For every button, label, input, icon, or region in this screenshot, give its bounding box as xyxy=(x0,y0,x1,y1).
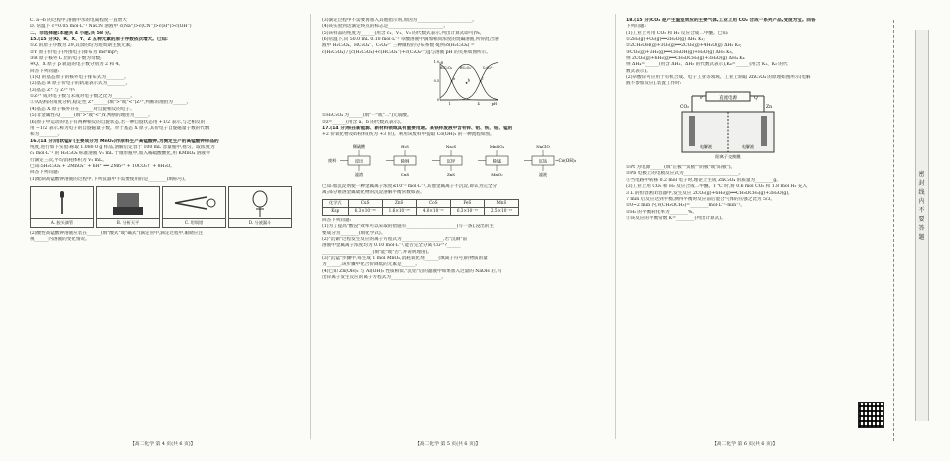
text-line: 纯度,进行如下实验:称取 1.080 0 g 样品,溶解后定容于 100 mL 容量瓶中,摇匀。取浓度为 xyxy=(30,144,215,150)
membrane-label: 阳离子交换膜 xyxy=(715,153,741,159)
text-line: (3)基态 Z⁺ 与 Z²⁺ 中: xyxy=(30,87,76,93)
text-line: (1)工业上可用 CO₂ 和 H₂ 反应合成二甲醚。已知: xyxy=(626,30,729,36)
text-line: ③R 原子核外 L 层的电子数为奇数; xyxy=(30,56,102,62)
cut-line xyxy=(893,20,894,441)
series-label: HC₂O₄⁻ xyxy=(459,66,473,71)
right-solution-label: 电解液 xyxy=(742,143,754,149)
column-divider xyxy=(310,14,311,439)
text-line: (3)"沉锰"步骤中,每生成 1 mol MnO₂,消耗氧化剂______(填离子符号)的物质的量 xyxy=(322,255,488,261)
process-flowchart xyxy=(326,141,608,182)
text-line: (1)为了提高"酸浸"效率可以采取的措施有______________________(写一条),浸出的主 xyxy=(322,224,494,230)
text-line: 17.(14 分)铁在新能源、新材料领域具有重要用途。某铁样废液中含有锌、铝、铁、钴、锰的 xyxy=(322,126,513,132)
instrument-label: B. 分析天平 xyxy=(97,218,159,227)
left-solution-label: 电解液 xyxy=(700,143,712,149)
text-line: ③该反应的平衡常数 K=________(列出计算式)。 xyxy=(626,215,726,221)
text-line: ①Pt 为电源______(填"正极""负极""阴极"或"阳极")。 xyxy=(626,165,736,171)
electrolysis-cell-figure xyxy=(676,90,888,163)
point-label: a xyxy=(452,75,455,81)
y-tick-label: 0.5 xyxy=(433,79,439,84)
table-header-cell: 化学式 xyxy=(323,199,349,207)
text-line: ②从结构的角度分析,稳定性 Z⁺______(填">"或"<")Z²⁺,判断的理由为______。 xyxy=(30,100,192,106)
text-line: +2 价氧化物及碎粉料(铁为 +3 价)。利用该废料中提取 Co(OH)₂ 的一种流程如图。 xyxy=(322,132,495,138)
column-divider xyxy=(615,14,616,439)
instrument-label: A. 胶头滴管 xyxy=(31,218,93,227)
text-line: 溶液中金属离子浓度均为 0.10 mol·L⁻¹,能否完全分离 Cu²⁺?______ xyxy=(322,243,461,249)
point-label: c xyxy=(481,75,484,81)
text-line: 要成分为________(填化学式)。 xyxy=(322,230,386,236)
text-line: 回答下列问题: xyxy=(30,170,60,176)
table-cell: 6.3×10⁻³⁶ xyxy=(348,207,382,215)
text-line: ④Q、X 原子 p 轨道的电子数分别为 2 和 4。 xyxy=(30,62,124,68)
y-axis-label: δ xyxy=(441,61,444,66)
x-tick-label: 4 xyxy=(477,102,480,107)
text-line: 行滴定三次,平均消耗体积为 V₂ mL。 xyxy=(30,157,107,163)
terminal-q: Q xyxy=(754,95,758,101)
flow-byproduct-label: 滤渣 xyxy=(355,171,363,177)
text-line: 回答下列问题: xyxy=(30,68,60,74)
text-line: 下列问题: xyxy=(626,24,646,30)
text-line: (6)常温下,向 50.0 mL 0.10 mol·L⁻¹ 草酸溶液中滴加相同浓度的烧碱溶液,所得混合溶 xyxy=(322,37,499,43)
text-line: (2)酸性高锰酸钾溶液应装在______(填"酸式"或"碱式")滴定管中,滴定过程中,眼睛应注 xyxy=(30,230,204,236)
text-line: (3)工业上用 CO₂ 和 H₂ 反应合成二甲醚。T ℃ 时,将 0.6 mol CO₂ 和 1.8 mol H₂ 充入 xyxy=(626,184,808,190)
flow-reagent-label: 稀硫酸 xyxy=(353,143,365,149)
table-header-cell: FeS xyxy=(450,199,484,207)
flow-byproduct-label: ZnS xyxy=(446,171,456,177)
flow-reagent-label: MnSO₄ xyxy=(489,143,505,149)
ksp-table-header xyxy=(323,199,519,207)
distribution-chart-svg xyxy=(432,58,502,108)
text-line: (5)非金属性:Q______(填">"或"<")Y,判断的理由为______。 xyxy=(30,113,153,119)
flow-step-label: 沉钴 xyxy=(538,158,548,164)
flow-byproduct-label: MnO₂ xyxy=(491,171,503,177)
text-line: D. 常温下 c=0.05 mol·L⁻¹ NaCN 溶液中 c(Na⁺)>c(CN⁻)>c(H⁺)>c(OH⁻) xyxy=(30,24,192,30)
table-header-cell: CoS xyxy=(416,199,450,207)
flow-step-label: 沉锌 xyxy=(446,158,456,164)
flow-reagent-label: NaClO xyxy=(536,143,550,149)
distribution-chart xyxy=(432,58,608,111)
table-cell: 2.5×10⁻¹³ xyxy=(484,207,518,215)
q16-continued xyxy=(322,18,608,56)
text-line: 用 −1/2 表示,称为电子的自旋磁量子数。对于基态 X 原子,其价电子自旋磁量子数的代数 xyxy=(30,125,210,131)
text-line: ①2H₂(g)+O₂(g)══2H₂O(g) ΔH₁ K₁; xyxy=(626,37,705,43)
table-cell: 6.3×10⁻¹⁸ xyxy=(450,207,484,215)
text-line: (6)原子中运动的电子有两种相反的自旋状态,若一种自旋状态用 +1/2 表示,与之相反的 xyxy=(30,119,206,125)
text-line: 已知:加沉淀剂使一种金属离子浓度≤10⁻⁵ mol·L⁻¹,其他金属离子不沉淀,即认为完全分 xyxy=(322,184,498,190)
text-line: 二、非选择题:本题共 4 小题,共 58 分。 xyxy=(30,30,114,36)
text-line: 离;部分难溶金属硫化物的沉淀溶解平衡常数如表。 xyxy=(322,190,425,196)
text-line: 16.(14 分)用软锰矿(主要成分为 MnO₂)作原料生产高锰酸钾,为测定生产的高锰酸钾样品的 xyxy=(30,138,219,144)
text-line: (1)配制高锰酸钾溶液的过程中,下列仪器中不需要使用的是________(填标号)。 xyxy=(30,176,189,182)
tongs-figure xyxy=(162,186,226,228)
text-line: ③CO₂(g)+3H₂(g)══CH₃OH(g)+H₂O(g) ΔH₃ K₃。 xyxy=(626,49,737,55)
flow-end: →Co(OH)₂ xyxy=(555,157,577,163)
text-line: ①0~2 min 内,v(CH₃OCH₃)=________mol·L⁻¹·min⁻¹。 xyxy=(626,203,745,209)
left-electrode xyxy=(689,116,695,146)
right-electrode-label: Zn xyxy=(766,104,773,110)
x-axis-label: pH xyxy=(491,102,497,107)
text-line: 7 min 后反应达到平衡,测得平衡时反应前后混合气体的压强之比为 5/3。 xyxy=(626,196,775,202)
flow-step-label: 除锰 xyxy=(492,158,502,164)
page-footer: 【高二化学 第 5 页(共 6 页)】 xyxy=(415,442,481,447)
table-cell: 1.6×10⁻²⁴ xyxy=(382,207,416,215)
flow-step-label: 除铜 xyxy=(400,158,410,164)
page-footer: 【高二化学 第 4 页(共 6 页)】 xyxy=(130,442,196,447)
text-line: 则 2CO₂(g)+6H₂(g)══CH₃OCH₃(g)+3H₂O(g) ΔH₄ K₄ xyxy=(626,56,745,62)
text-line: (4)该实验到达滴定终点的标志是________________________。 xyxy=(322,24,448,30)
page-5-column xyxy=(322,18,608,281)
text-line: 18.(15 分)CO₂ 是产生温室效应的主要气体,工业上用 CO₂ 合成一系列产品,变废为宝。回答 xyxy=(626,18,816,23)
text-line: ②Y 原子价电子(外围电子)排布为 msⁿmpⁿ; xyxy=(30,49,119,55)
text-line: 出锌离子发生反应的离子方程式为______________________。 xyxy=(322,274,447,280)
funnel-figure xyxy=(228,186,292,228)
flow-byproduct-label: 滤液 xyxy=(539,171,547,177)
instrument-label: C. 坩埚钳 xyxy=(163,218,225,227)
text-line: (3)滴定过程中不需要再加入其他指示剂,原因为________________________。 xyxy=(322,18,477,23)
balance-icon xyxy=(97,187,159,219)
flow-reagent-label: Na₂S xyxy=(445,143,457,149)
dropper-icon xyxy=(31,187,93,219)
q17-note xyxy=(322,184,608,197)
table-cell: Ksp xyxy=(323,207,349,215)
text-line: 和为________。 xyxy=(30,132,63,138)
text-line: ①Z²⁺ 成对电子数与未成对电子数之比为________。 xyxy=(30,94,135,100)
table-cell: 4.0×10⁻²¹ xyxy=(416,207,450,215)
table-header-cell: MnS xyxy=(484,199,518,207)
text-line: ②2CH₃OH(g)+3O₂(g)══2CO₂(g)+4H₂O(g) ΔH₂ K₂; xyxy=(626,43,742,49)
binding-margin xyxy=(893,0,950,461)
text-line: 视______内溶液的变化情况。 xyxy=(30,237,90,243)
text-line: ①H₂C₂O₄ 为______(填"一"或"二")元弱酸。 xyxy=(322,113,412,119)
dropper-figure xyxy=(30,186,94,228)
table-header-cell: CuS xyxy=(348,199,382,207)
left-electrode-label: CO₂ xyxy=(680,104,689,110)
text-line: 为______,该步骤中化合价降低的元素是______。 xyxy=(322,262,420,268)
electrolysis-cell-svg xyxy=(676,90,786,160)
flow-step-label: 浸出 xyxy=(354,158,364,164)
text-line: c₁ mol·L⁻¹ 的 H₂C₂O₄ 标准溶液 V₁ mL 于锥形瓶中,加入稀硫酸酸化,用 KMnO₄ 溶液平 xyxy=(30,151,211,157)
page-4-text xyxy=(30,18,302,183)
q17-intro xyxy=(322,113,608,138)
q18-intro xyxy=(626,18,888,88)
text-line: ③当电路中转移 0.2 mol 电子时,理论上生成 ZnC₂O₄ 的质量为________g。 xyxy=(626,177,781,183)
text-line: 数式表示)。 xyxy=(626,68,651,74)
instrument-figures xyxy=(30,186,302,228)
text-line: ②Pb 电极上的电极反应式为________________________。 xyxy=(626,171,744,177)
separatory-funnel-icon xyxy=(229,187,291,219)
text-line: 液中 H₂C₂O₄、HC₂O₄⁻、C₂O₄²⁻ 三种微粒的分布系数 δ[例:δ(H₂C₂O₄) = xyxy=(322,43,475,49)
text-line: 回答下列问题: xyxy=(322,217,352,223)
page-4-column xyxy=(30,18,302,244)
q18-questions xyxy=(626,165,888,222)
terminal-p: P xyxy=(700,95,704,101)
table-header-cell: ZnS xyxy=(382,199,416,207)
text-line: (2)基态 R 原子价电子的轨道表示式为________。 xyxy=(30,81,131,87)
text-line: ______________________(填"能"或"否",并说明理由)。 xyxy=(322,249,432,255)
flow-byproduct-label: CuS xyxy=(400,171,410,177)
series-label: C₂O₄²⁻ xyxy=(482,66,494,71)
text-line: 液不参加反应),装置工作时: xyxy=(626,81,682,87)
text-line: ①Z 的原子序数为 29,其余的均为短周期主族元素; xyxy=(30,43,132,49)
point-label: b xyxy=(467,77,471,83)
page-6-column xyxy=(626,18,888,222)
page-footer: 【高二化学 第 6 页(共 6 页)】 xyxy=(712,442,778,447)
qr-code-icon xyxy=(858,402,884,428)
page-4-text-after xyxy=(30,231,302,244)
y-tick-label: 1.0 xyxy=(433,60,439,65)
x-tick-label: 1 xyxy=(448,102,451,107)
flow-start: 废料 xyxy=(328,157,337,163)
text-line: 3 L 的恒容密闭容器中,发生反应 2CO₂(g)+6H₂(g)══CH₃OCH₃(g)+3H₂O(g), xyxy=(626,190,790,196)
text-line: C. a→b 的过程中,溶液中水的电离程度一直增大 xyxy=(30,18,127,23)
cell-tank xyxy=(682,112,774,152)
text-line: (2)"沉铜"过程发生反应的离子方程式为__________________,若"沉铜"前 xyxy=(322,236,468,242)
text-line: (2)草酸锌可应用于有机合成、电子工业等领域。工业上制取 ZnC₂O₄ 的原理如图所示(电解 xyxy=(626,75,811,81)
balance-figure xyxy=(96,186,160,228)
q17-questions xyxy=(322,218,608,281)
tongs-icon xyxy=(163,187,225,219)
text-line: ②z=______(用含 a、b 的代数式表示)。 xyxy=(322,119,405,125)
y-tick-label: 0 xyxy=(436,98,439,103)
text-line: c(H₂C₂O₄) / [c(H₂C₂O₄)+c(HC₂O₄⁻)+c(C₂O₄²⁻)]]与溶液 pH 的关系如图所示。 xyxy=(322,49,491,55)
right-electrode xyxy=(761,116,767,146)
instrument-label: D. 分液漏斗 xyxy=(229,218,291,227)
text-line: (1)Q 的基态原子的核外电子排布式为________。 xyxy=(30,75,130,81)
text-line: (4)基态 X 原子核外存在______对自旋相反的电子。 xyxy=(30,106,135,112)
ksp-table-row xyxy=(323,207,519,215)
text-line: 已知:5H₂C₂O₄ + 2MnO₄⁻ + 6H⁺ ══ 2Mn²⁺ + 10CO₂↑ + 8H₂O。 xyxy=(30,163,175,169)
ksp-table xyxy=(322,199,519,216)
text-line: (4)已知 Zn(OH)₂ 与 Al(OH)₃ 性质相似,"沉铝"后的滤液中如果加入过量的 NaOH 后,写 xyxy=(322,268,502,274)
seal-warning: 密 封 线 内 不 要 答 题 xyxy=(918,171,925,241)
flowchart-svg xyxy=(326,141,596,179)
text-line: 则 ΔH₄=______(用含 ΔH₁、ΔH₂ 的代数式表示),K₄=______(用含 K₁、K₂ 的代 xyxy=(626,62,788,68)
power-label: 直流电源 xyxy=(719,95,737,101)
series-label: H₂C₂O₄ xyxy=(439,66,453,71)
text-line: (5)该样品的纯度为______(用含 c₁、V₁、V₂ 的代数式表示,列出计算式即可)%。 xyxy=(322,30,485,36)
text-line: 15.(15 分)Q、R、X、Y、Z 五种元素的原子序数依次增大。已知: xyxy=(30,37,168,43)
flow-reagent-label: H₂S xyxy=(401,143,409,149)
text-line: ②H₂ 的平衡转化率为________%。 xyxy=(626,209,697,215)
